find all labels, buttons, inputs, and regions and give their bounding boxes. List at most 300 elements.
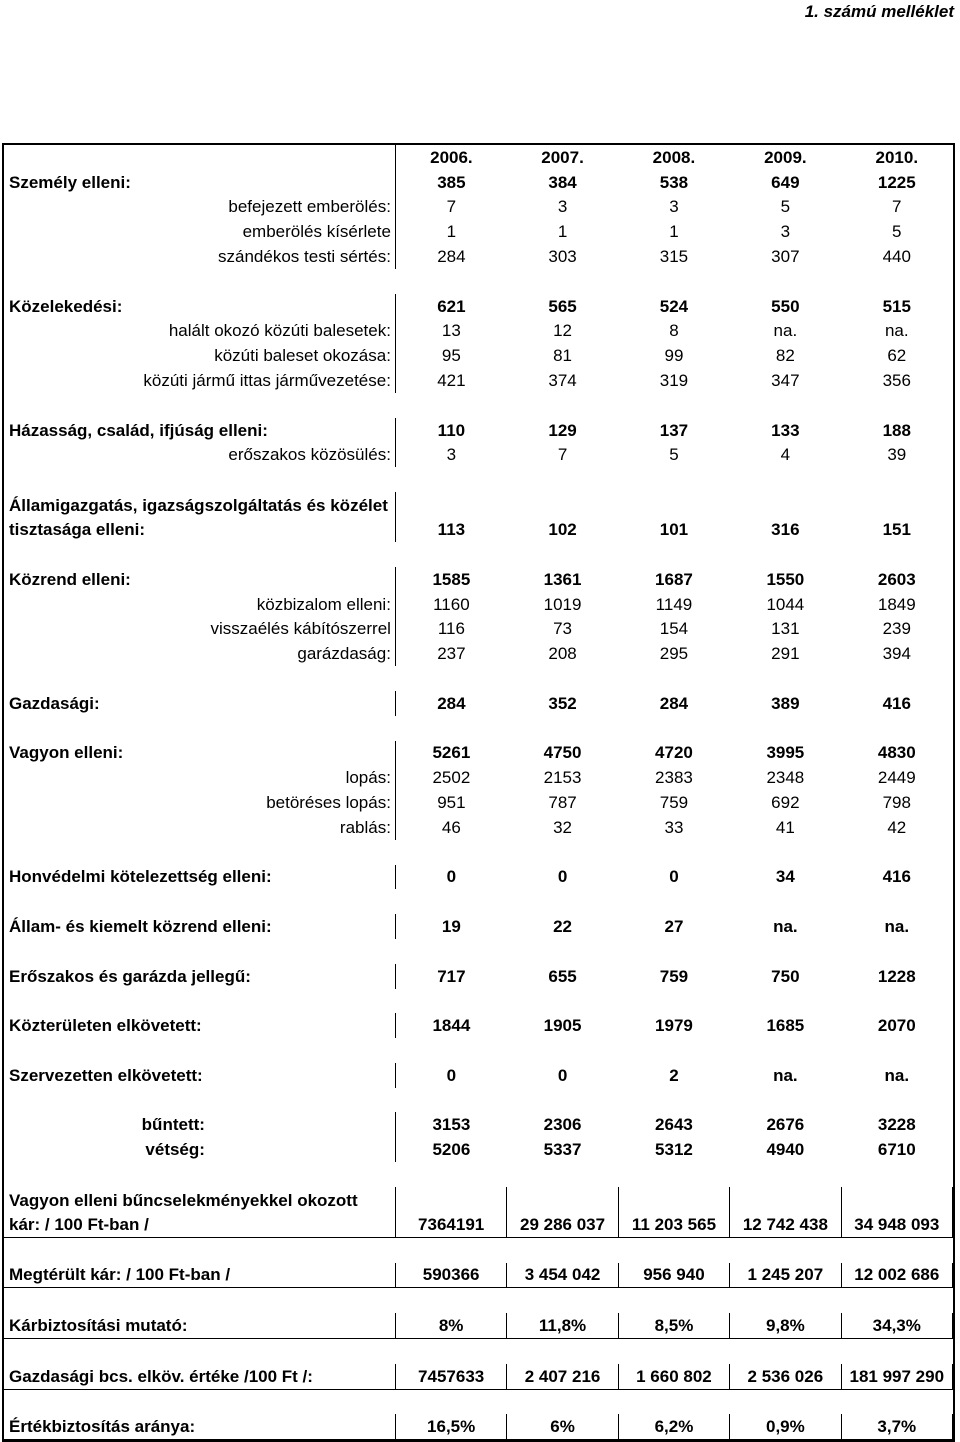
empty-cell bbox=[730, 840, 841, 865]
value-cell: 8,5% bbox=[618, 1313, 729, 1338]
category-row bbox=[4, 914, 953, 939]
category-row bbox=[4, 170, 953, 195]
subcategory-row bbox=[4, 815, 953, 840]
value-cell: 550 bbox=[771, 296, 800, 316]
subcategory-label: szándékos testi sértés: bbox=[4, 244, 395, 269]
value-cell: 1844 bbox=[432, 1016, 471, 1036]
empty-cell bbox=[730, 1038, 841, 1063]
year-header: 2010. bbox=[875, 147, 919, 167]
value-cell: 284 bbox=[659, 693, 689, 713]
value-cell: 116 bbox=[437, 619, 465, 639]
value-cell: 3 bbox=[557, 197, 568, 217]
category-row bbox=[4, 1263, 953, 1288]
value-cell: 0 bbox=[557, 867, 568, 887]
value-cell: 131 bbox=[771, 619, 800, 639]
value-cell: 3228 bbox=[877, 1115, 916, 1135]
value-cell: 759 bbox=[659, 792, 689, 812]
empty-cell bbox=[841, 889, 952, 914]
value-cell: 307 bbox=[771, 246, 800, 266]
subcategory-label: lopás: bbox=[4, 765, 395, 790]
empty-cell bbox=[618, 1237, 729, 1262]
subcategory-label: erőszakos közösülés: bbox=[4, 443, 395, 468]
empty-cell bbox=[618, 1288, 729, 1313]
value-cell: 4750 bbox=[543, 743, 582, 763]
spacer-row bbox=[4, 840, 953, 865]
empty-cell bbox=[395, 716, 506, 741]
empty-cell bbox=[4, 1288, 395, 1313]
empty-cell bbox=[730, 1288, 841, 1313]
value-cell: 2502 bbox=[432, 768, 471, 788]
value-cell: 1685 bbox=[766, 1016, 805, 1036]
value-cell: 2 536 026 bbox=[730, 1364, 841, 1389]
subcategory-row bbox=[4, 641, 953, 666]
empty-cell bbox=[4, 393, 395, 418]
empty-cell bbox=[730, 889, 841, 914]
value-cell: 102 bbox=[548, 520, 577, 540]
category-label: Államigazgatás, igazságszolgáltatás és közélet tisztasága elleni: bbox=[4, 492, 395, 542]
empty-cell bbox=[618, 269, 729, 294]
empty-cell bbox=[395, 939, 506, 964]
category-row bbox=[4, 294, 953, 319]
empty-cell bbox=[395, 1339, 506, 1364]
category-label: Közterületen elkövetett: bbox=[4, 1013, 395, 1038]
empty-cell bbox=[730, 939, 841, 964]
value-cell: 239 bbox=[882, 619, 911, 639]
value-cell: 951 bbox=[437, 792, 466, 812]
empty-cell bbox=[618, 939, 729, 964]
empty-cell bbox=[618, 467, 729, 492]
empty-cell bbox=[395, 542, 506, 567]
empty-cell bbox=[618, 840, 729, 865]
empty-cell bbox=[618, 1088, 729, 1113]
value-cell: 42 bbox=[887, 817, 907, 837]
empty-cell bbox=[730, 393, 841, 418]
spacer-row bbox=[4, 467, 953, 492]
empty-cell bbox=[395, 840, 506, 865]
value-cell: 33 bbox=[664, 817, 684, 837]
value-cell: 5 bbox=[780, 197, 791, 217]
category-row bbox=[4, 964, 953, 989]
empty-cell bbox=[841, 939, 952, 964]
empty-cell bbox=[395, 989, 506, 1014]
empty-cell bbox=[4, 1088, 395, 1113]
empty-cell bbox=[841, 1288, 952, 1313]
empty-cell bbox=[395, 269, 506, 294]
empty-cell bbox=[4, 989, 395, 1014]
empty-cell bbox=[730, 1389, 841, 1414]
value-cell: 6,2% bbox=[618, 1414, 729, 1439]
value-cell: 316 bbox=[771, 520, 800, 540]
empty-cell bbox=[4, 467, 395, 492]
empty-cell bbox=[395, 1162, 506, 1187]
empty-cell bbox=[507, 1162, 618, 1187]
empty-cell bbox=[507, 1389, 618, 1414]
empty-cell bbox=[841, 393, 952, 418]
value-cell: 0 bbox=[446, 867, 457, 887]
value-cell: na. bbox=[884, 321, 909, 341]
value-cell: 1 bbox=[557, 222, 568, 242]
value-cell: 6% bbox=[507, 1414, 618, 1439]
value-cell: 11 203 565 bbox=[618, 1187, 729, 1238]
category-label: vétség: bbox=[4, 1137, 395, 1162]
empty-cell bbox=[730, 1237, 841, 1262]
spacer-row bbox=[4, 1339, 953, 1364]
empty-cell bbox=[4, 889, 395, 914]
empty-cell bbox=[841, 1038, 952, 1063]
empty-cell bbox=[395, 1237, 506, 1262]
value-cell: 7 bbox=[557, 445, 568, 465]
value-cell: 133 bbox=[771, 420, 800, 440]
empty-cell bbox=[395, 666, 506, 691]
spacer-row bbox=[4, 716, 953, 741]
empty-cell bbox=[507, 393, 618, 418]
value-cell: 956 940 bbox=[618, 1263, 729, 1288]
empty-cell bbox=[618, 989, 729, 1014]
value-cell: 9,8% bbox=[730, 1313, 841, 1338]
empty-cell bbox=[507, 989, 618, 1014]
category-label: Állam- és kiemelt közrend elleni: bbox=[4, 914, 395, 939]
value-cell: 16,5% bbox=[395, 1414, 506, 1439]
empty-cell bbox=[618, 716, 729, 741]
value-cell: 1550 bbox=[766, 569, 805, 589]
value-cell: 2383 bbox=[655, 768, 693, 788]
empty-cell bbox=[730, 716, 841, 741]
value-cell: 13 bbox=[441, 321, 461, 341]
category-row bbox=[4, 1187, 953, 1238]
empty-cell bbox=[618, 393, 729, 418]
value-cell: 2348 bbox=[766, 768, 805, 788]
value-cell: 416 bbox=[882, 867, 911, 887]
empty-cell bbox=[618, 542, 729, 567]
subcategory-label: rablás: bbox=[4, 815, 395, 840]
spacer-row bbox=[4, 666, 953, 691]
empty-cell bbox=[395, 393, 506, 418]
year-header-row bbox=[4, 145, 953, 170]
value-cell: 524 bbox=[659, 296, 689, 316]
value-cell: 319 bbox=[659, 370, 689, 390]
value-cell: 34 948 093 bbox=[841, 1187, 952, 1238]
empty-cell bbox=[4, 1162, 395, 1187]
empty-cell bbox=[730, 1162, 841, 1187]
subcategory-label: halált okozó közúti balesetek: bbox=[4, 319, 395, 344]
value-cell: 421 bbox=[437, 370, 466, 390]
value-cell: 32 bbox=[553, 817, 572, 837]
category-label: Erőszakos és garázda jellegű: bbox=[4, 964, 395, 989]
value-cell: 692 bbox=[771, 792, 800, 812]
empty-cell bbox=[4, 269, 395, 294]
value-cell: 2603 bbox=[877, 569, 916, 589]
empty-cell bbox=[730, 467, 841, 492]
empty-cell bbox=[507, 1288, 618, 1313]
value-cell: 1979 bbox=[655, 1016, 693, 1036]
value-cell: 34 bbox=[775, 867, 795, 887]
value-cell: 12 bbox=[553, 321, 572, 341]
value-cell: 29 286 037 bbox=[507, 1187, 618, 1238]
value-cell: na. bbox=[884, 1065, 910, 1085]
empty-cell bbox=[730, 269, 841, 294]
empty-cell bbox=[507, 1237, 618, 1262]
value-cell: 5261 bbox=[432, 743, 471, 763]
value-cell: 2 bbox=[669, 1065, 679, 1085]
value-cell: 389 bbox=[771, 693, 800, 713]
category-row bbox=[4, 1364, 953, 1389]
value-cell: 1905 bbox=[543, 1016, 582, 1036]
value-cell: 284 bbox=[437, 693, 466, 713]
value-cell: 4940 bbox=[766, 1140, 805, 1160]
empty-cell bbox=[507, 716, 618, 741]
value-cell: 8 bbox=[669, 321, 679, 341]
empty-cell bbox=[841, 989, 952, 1014]
spacer-row bbox=[4, 269, 953, 294]
value-cell: 1228 bbox=[877, 966, 916, 986]
value-cell: 12 742 438 bbox=[730, 1187, 841, 1238]
category-label: Vagyon elleni: bbox=[4, 741, 395, 766]
value-cell: 291 bbox=[771, 644, 800, 664]
value-cell: 5 bbox=[669, 445, 679, 465]
subcategory-label: garázdaság: bbox=[4, 641, 395, 666]
spacer-row bbox=[4, 542, 953, 567]
empty-cell bbox=[507, 666, 618, 691]
category-row bbox=[4, 567, 953, 592]
category-row bbox=[4, 492, 953, 542]
empty-cell bbox=[730, 989, 841, 1014]
value-cell: 1044 bbox=[766, 594, 805, 614]
value-cell: 1019 bbox=[543, 594, 582, 614]
subcategory-row bbox=[4, 368, 953, 393]
category-label: Kárbiztosítási mutató: bbox=[4, 1313, 395, 1338]
empty-cell bbox=[395, 1038, 506, 1063]
value-cell: 2153 bbox=[543, 768, 582, 788]
empty-cell bbox=[618, 1162, 729, 1187]
empty-cell bbox=[507, 467, 618, 492]
value-cell: 2449 bbox=[877, 768, 916, 788]
value-cell: 5312 bbox=[655, 1140, 693, 1160]
empty-cell bbox=[507, 269, 618, 294]
value-cell: 3153 bbox=[432, 1115, 471, 1135]
subcategory-label: közbizalom elleni: bbox=[4, 592, 395, 617]
category-label: Értékbiztosítás aránya: bbox=[4, 1414, 395, 1439]
empty-cell bbox=[4, 1237, 395, 1262]
empty-cell bbox=[507, 542, 618, 567]
empty-cell bbox=[841, 1339, 952, 1364]
category-label: Gazdasági bcs. elköv. értéke /100 Ft /: bbox=[4, 1364, 395, 1389]
subcategory-label: visszaélés kábítószerrel bbox=[4, 617, 395, 642]
empty-cell bbox=[618, 1389, 729, 1414]
category-label: Gazdasági: bbox=[4, 691, 395, 716]
empty-cell bbox=[4, 542, 395, 567]
value-cell: 46 bbox=[441, 817, 461, 837]
value-cell: 19 bbox=[441, 916, 461, 936]
header-corner-cell bbox=[4, 145, 395, 170]
value-cell: 6710 bbox=[877, 1140, 916, 1160]
value-cell: 208 bbox=[548, 644, 577, 664]
value-cell: 113 bbox=[437, 520, 466, 540]
value-cell: 750 bbox=[771, 966, 800, 986]
value-cell: 8% bbox=[395, 1313, 506, 1338]
empty-cell bbox=[395, 889, 506, 914]
empty-cell bbox=[841, 666, 952, 691]
value-cell: 137 bbox=[659, 420, 689, 440]
empty-cell bbox=[730, 1339, 841, 1364]
empty-cell bbox=[841, 1088, 952, 1113]
statistics-table bbox=[2, 143, 955, 1442]
subcategory-row bbox=[4, 195, 953, 220]
empty-cell bbox=[730, 666, 841, 691]
value-cell: 347 bbox=[771, 370, 800, 390]
empty-cell bbox=[4, 1339, 395, 1364]
category-label: Házasság, család, ifjúság elleni: bbox=[4, 418, 395, 443]
value-cell: 416 bbox=[882, 693, 911, 713]
subcategory-label: befejezett emberölés: bbox=[4, 195, 395, 220]
value-cell: 7 bbox=[892, 197, 902, 217]
category-label: bűntett: bbox=[4, 1112, 395, 1137]
value-cell: 284 bbox=[437, 246, 466, 266]
empty-cell bbox=[395, 1389, 506, 1414]
subcategory-row bbox=[4, 790, 953, 815]
value-cell: 621 bbox=[437, 296, 466, 316]
empty-cell bbox=[4, 939, 395, 964]
subcategory-label: betöréses lopás: bbox=[4, 790, 395, 815]
value-cell: 22 bbox=[553, 916, 572, 936]
value-cell: na. bbox=[884, 916, 910, 936]
category-row bbox=[4, 1414, 953, 1439]
value-cell: 1 660 802 bbox=[618, 1364, 729, 1389]
value-cell: 0 bbox=[446, 1065, 457, 1085]
year-header: 2009. bbox=[764, 147, 807, 167]
value-cell: 4830 bbox=[877, 743, 916, 763]
spacer-row bbox=[4, 1288, 953, 1313]
subcategory-row bbox=[4, 443, 953, 468]
year-header: 2006. bbox=[430, 147, 473, 167]
value-cell: 3995 bbox=[766, 743, 805, 763]
category-row bbox=[4, 1313, 953, 1338]
value-cell: 11,8% bbox=[507, 1313, 618, 1338]
value-cell: 1849 bbox=[877, 594, 916, 614]
empty-cell bbox=[841, 840, 952, 865]
category-label: Személy elleni: bbox=[4, 170, 395, 195]
value-cell: 440 bbox=[882, 246, 911, 266]
empty-cell bbox=[841, 1237, 952, 1262]
value-cell: 3 bbox=[669, 197, 679, 217]
subcategory-row bbox=[4, 219, 953, 244]
subcategory-row bbox=[4, 765, 953, 790]
category-label: Közrend elleni: bbox=[4, 567, 395, 592]
value-cell: 1361 bbox=[543, 569, 582, 589]
value-cell: 1 bbox=[669, 222, 679, 242]
empty-cell bbox=[507, 939, 618, 964]
value-cell: 0 bbox=[557, 1065, 568, 1085]
subcategory-label: közúti baleset okozása: bbox=[4, 343, 395, 368]
category-row bbox=[4, 418, 953, 443]
value-cell: 4 bbox=[780, 445, 791, 465]
value-cell: 181 997 290 bbox=[841, 1364, 952, 1389]
empty-cell bbox=[4, 666, 395, 691]
year-header: 2008. bbox=[652, 147, 696, 167]
category-label: Vagyon elleni bűncselekményekkel okozott kár: / 100 Ft-ban / bbox=[4, 1187, 395, 1238]
value-cell: 41 bbox=[775, 817, 795, 837]
empty-cell bbox=[618, 1038, 729, 1063]
value-cell: 7457633 bbox=[395, 1364, 506, 1389]
value-cell: 717 bbox=[437, 966, 466, 986]
empty-cell bbox=[395, 1088, 506, 1113]
value-cell: 356 bbox=[882, 370, 911, 390]
value-cell: 237 bbox=[437, 644, 466, 664]
value-cell: 1 bbox=[446, 222, 457, 242]
empty-cell bbox=[618, 666, 729, 691]
value-cell: 3,7% bbox=[841, 1414, 952, 1439]
value-cell: 1687 bbox=[655, 569, 693, 589]
value-cell: 5206 bbox=[432, 1140, 471, 1160]
empty-cell bbox=[4, 840, 395, 865]
subcategory-row bbox=[4, 617, 953, 642]
empty-cell bbox=[395, 467, 506, 492]
empty-cell bbox=[841, 716, 952, 741]
spacer-row bbox=[4, 1162, 953, 1187]
category-label: Közelekedési: bbox=[4, 294, 395, 319]
spacer-row bbox=[4, 1038, 953, 1063]
category-row bbox=[4, 741, 953, 766]
empty-cell bbox=[507, 1088, 618, 1113]
value-cell: na. bbox=[773, 916, 798, 936]
value-cell: 101 bbox=[659, 520, 689, 540]
empty-cell bbox=[618, 889, 729, 914]
value-cell: 129 bbox=[548, 420, 577, 440]
value-cell: 2070 bbox=[877, 1016, 916, 1036]
value-cell: 590366 bbox=[395, 1263, 506, 1288]
table-body bbox=[4, 145, 953, 1440]
value-cell: 759 bbox=[659, 966, 689, 986]
value-cell: 649 bbox=[771, 172, 800, 192]
value-cell: 5 bbox=[892, 222, 902, 242]
empty-cell bbox=[841, 269, 952, 294]
category-row bbox=[4, 865, 953, 890]
value-cell: 1149 bbox=[655, 594, 693, 614]
value-cell: 188 bbox=[882, 420, 911, 440]
empty-cell bbox=[507, 889, 618, 914]
value-cell: 1585 bbox=[432, 569, 471, 589]
value-cell: 95 bbox=[441, 346, 461, 366]
value-cell: 655 bbox=[548, 966, 577, 986]
value-cell: 384 bbox=[548, 172, 577, 192]
empty-cell bbox=[507, 1038, 618, 1063]
value-cell: 5337 bbox=[543, 1140, 582, 1160]
value-cell: 7 bbox=[446, 197, 457, 217]
spacer-row bbox=[4, 1389, 953, 1414]
empty-cell bbox=[841, 467, 952, 492]
category-row bbox=[4, 1013, 953, 1038]
value-cell: 385 bbox=[437, 172, 466, 192]
value-cell: 798 bbox=[882, 792, 911, 812]
value-cell: 2643 bbox=[655, 1115, 693, 1135]
empty-cell bbox=[4, 1038, 395, 1063]
value-cell: 4720 bbox=[655, 743, 693, 763]
subcategory-row bbox=[4, 319, 953, 344]
value-cell: 303 bbox=[548, 246, 577, 266]
value-cell: 2 407 216 bbox=[507, 1364, 618, 1389]
value-cell: 3 bbox=[780, 222, 791, 242]
value-cell: 151 bbox=[882, 520, 911, 540]
value-cell: na. bbox=[773, 321, 798, 341]
category-label: Szervezetten elkövetett: bbox=[4, 1063, 395, 1088]
subcategory-row bbox=[4, 343, 953, 368]
spacer-row bbox=[4, 989, 953, 1014]
value-cell: 3 454 042 bbox=[507, 1263, 618, 1288]
value-cell: 0 bbox=[669, 867, 679, 887]
empty-cell bbox=[4, 716, 395, 741]
category-row bbox=[4, 691, 953, 716]
empty-cell bbox=[730, 542, 841, 567]
annex-title: 1. számú melléklet bbox=[804, 2, 954, 21]
